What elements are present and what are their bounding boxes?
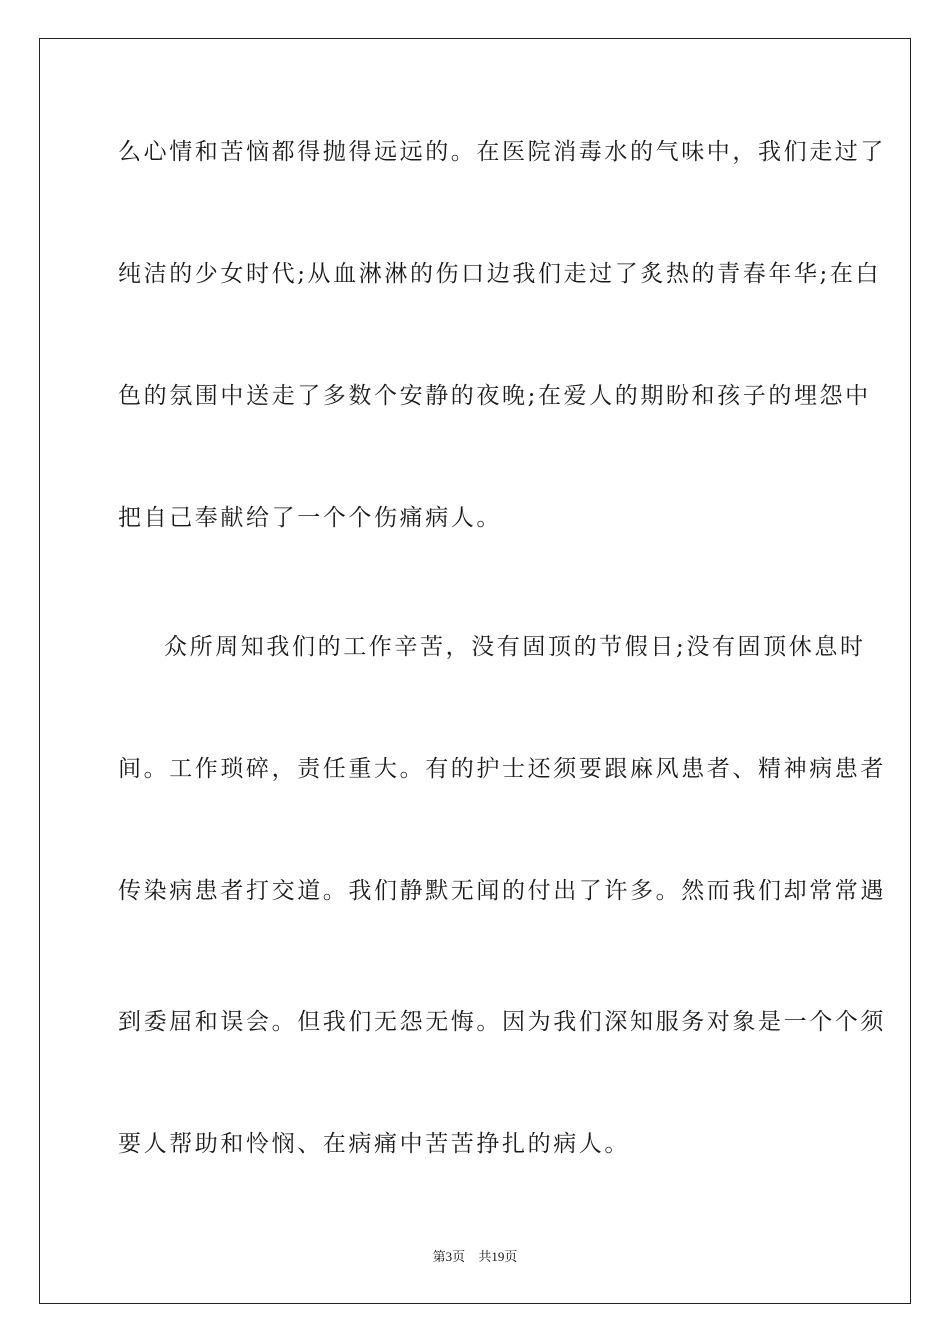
page-border <box>39 38 911 1304</box>
page-number: 第3页 <box>432 1249 466 1264</box>
text-line: 传染病患者打交道。我们静默无闻的付出了许多。然而我们却常常遇 <box>118 878 886 904</box>
text-line: 众所周知我们的工作辛苦，没有固顶的节假日;没有固顶休息时 <box>164 634 866 660</box>
text-line: 到委屈和误会。但我们无怨无悔。因为我们深知服务对象是一个个须 <box>118 1009 886 1035</box>
text-line: 间。工作琐碎，责任重大。有的护士还须要跟麻风患者、精神病患者 <box>118 756 886 782</box>
text-line: 要人帮助和怜悯、在病痛中苦苦挣扎的病人。 <box>118 1131 630 1157</box>
page-footer <box>0 1246 950 1265</box>
text-line: 么心情和苦恼都得抛得远远的。在医院消毒水的气味中，我们走过了 <box>118 139 886 165</box>
page-total: 共19页 <box>478 1249 518 1264</box>
text-line: 色的氛围中送走了多数个安静的夜晚;在爱人的期盼和孩子的埋怨中 <box>118 383 871 409</box>
text-line: 把自己奉献给了一个个伤痛病人。 <box>118 505 502 531</box>
text-line: 纯洁的少女时代;从血淋淋的伤口边我们走过了炙热的青春年华;在白 <box>118 261 882 287</box>
